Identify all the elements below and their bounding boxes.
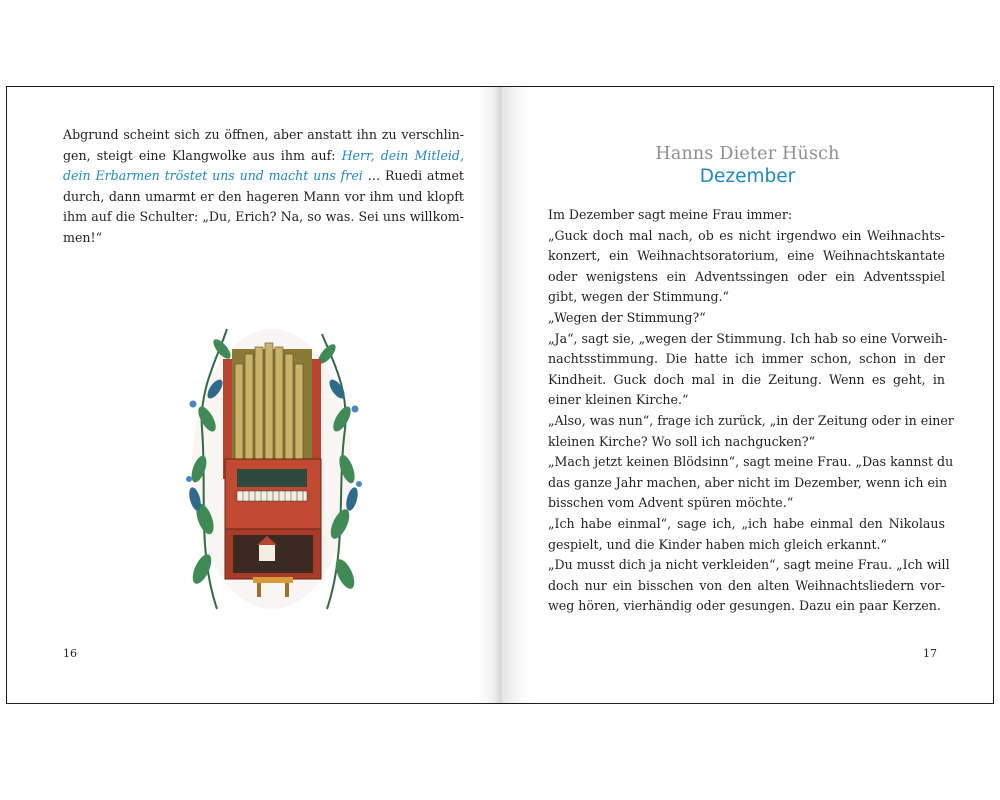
page-number-left: 16	[63, 647, 77, 660]
text-line: nachtsstimmung. Die hatte ich immer schon, schon in der	[548, 351, 945, 367]
quote-accent: dein Erbarmen tröstet uns und macht uns frei	[63, 168, 363, 184]
text-line: „Wegen der Stimmung?“	[548, 309, 706, 325]
text-line: kleinen Kirche? Wo soll ich nachgucken?“	[548, 433, 816, 449]
text-line: Im Dezember sagt meine Frau immer:	[548, 207, 793, 222]
text-line: „Du musst dich ja nicht verkleiden“, sagt meine Frau. „Ich will	[548, 557, 950, 573]
text-line: weg hören, vierhändig oder gesungen. Dazu ein paar Kerzen.	[548, 598, 941, 614]
text-line: „Ich habe einmal“, sage ich, „ich habe einmal den Nikolaus	[548, 515, 945, 531]
text-line: einer kleinen Kirche.“	[548, 392, 689, 408]
text-line: das ganze Jahr machen, aber nicht im Dezember, wenn ich ein	[548, 474, 948, 490]
right-page-text	[548, 205, 954, 617]
text-line	[63, 146, 464, 167]
text-line: „Ja“, sagt sie, „wegen der Stimmung. Ich hab so eine Vorweih-	[548, 330, 948, 346]
author-name: Hanns Dieter Hüsch	[655, 144, 840, 164]
text-line: Abgrund scheint sich zu öffnen, aber anstatt ihn zu verschlin-	[63, 127, 464, 142]
text-line: „Guck doch mal nach, ob es nicht irgendwo ein Weihnachts-	[548, 227, 945, 243]
text-segment: … Ruedi atmet	[362, 168, 464, 184]
left-page	[7, 87, 502, 703]
open-book	[6, 86, 994, 704]
text-line: konzert, ein Weihnachtsoratorium, eine Weihnachtskantate	[548, 248, 945, 264]
text-line: doch nur ein bisschen von den alten Weihnachtsliedern vor-	[548, 577, 945, 593]
text-line: Kindheit. Guck doch mal in die Zeitung. Wenn es geht, in	[548, 371, 945, 387]
text-line: durch, dann umarmt er den hageren Mann vor ihm und klopft	[63, 188, 464, 204]
text-segment: gen, steigt eine Klangwolke aus ihm auf:	[63, 147, 336, 163]
text-line	[63, 166, 464, 187]
text-line: „Mach jetzt keinen Blödsinn“, sagt meine Frau. „Das kannst du	[548, 454, 954, 470]
chapter-title: Dezember	[699, 166, 796, 187]
quote-accent: Herr, dein Mitleid,	[341, 147, 464, 163]
text-line: gibt, wegen der Stimmung.“	[548, 289, 729, 305]
right-page	[502, 87, 993, 703]
text-line: men!“	[63, 229, 103, 245]
page-number-right: 17	[923, 647, 937, 660]
text-line: „Also, was nun“, frage ich zurück, „in der Zeitung oder in einer	[548, 412, 954, 428]
left-page-text	[63, 125, 464, 249]
text-line: oder wenigstens ein Adventssingen oder ein Adventsspiel	[548, 268, 945, 284]
gutter-shadow-left	[477, 87, 502, 703]
text-line: bisschen vom Advent spüren möchte.“	[548, 495, 794, 511]
text-line: gespielt, und die Kinder haben mich gleich erkannt.“	[548, 536, 887, 552]
organ-illustration	[177, 319, 367, 611]
text-line: ihm auf die Schulter: „Du, Erich? Na, so was. Sei uns willkom-	[63, 209, 464, 225]
